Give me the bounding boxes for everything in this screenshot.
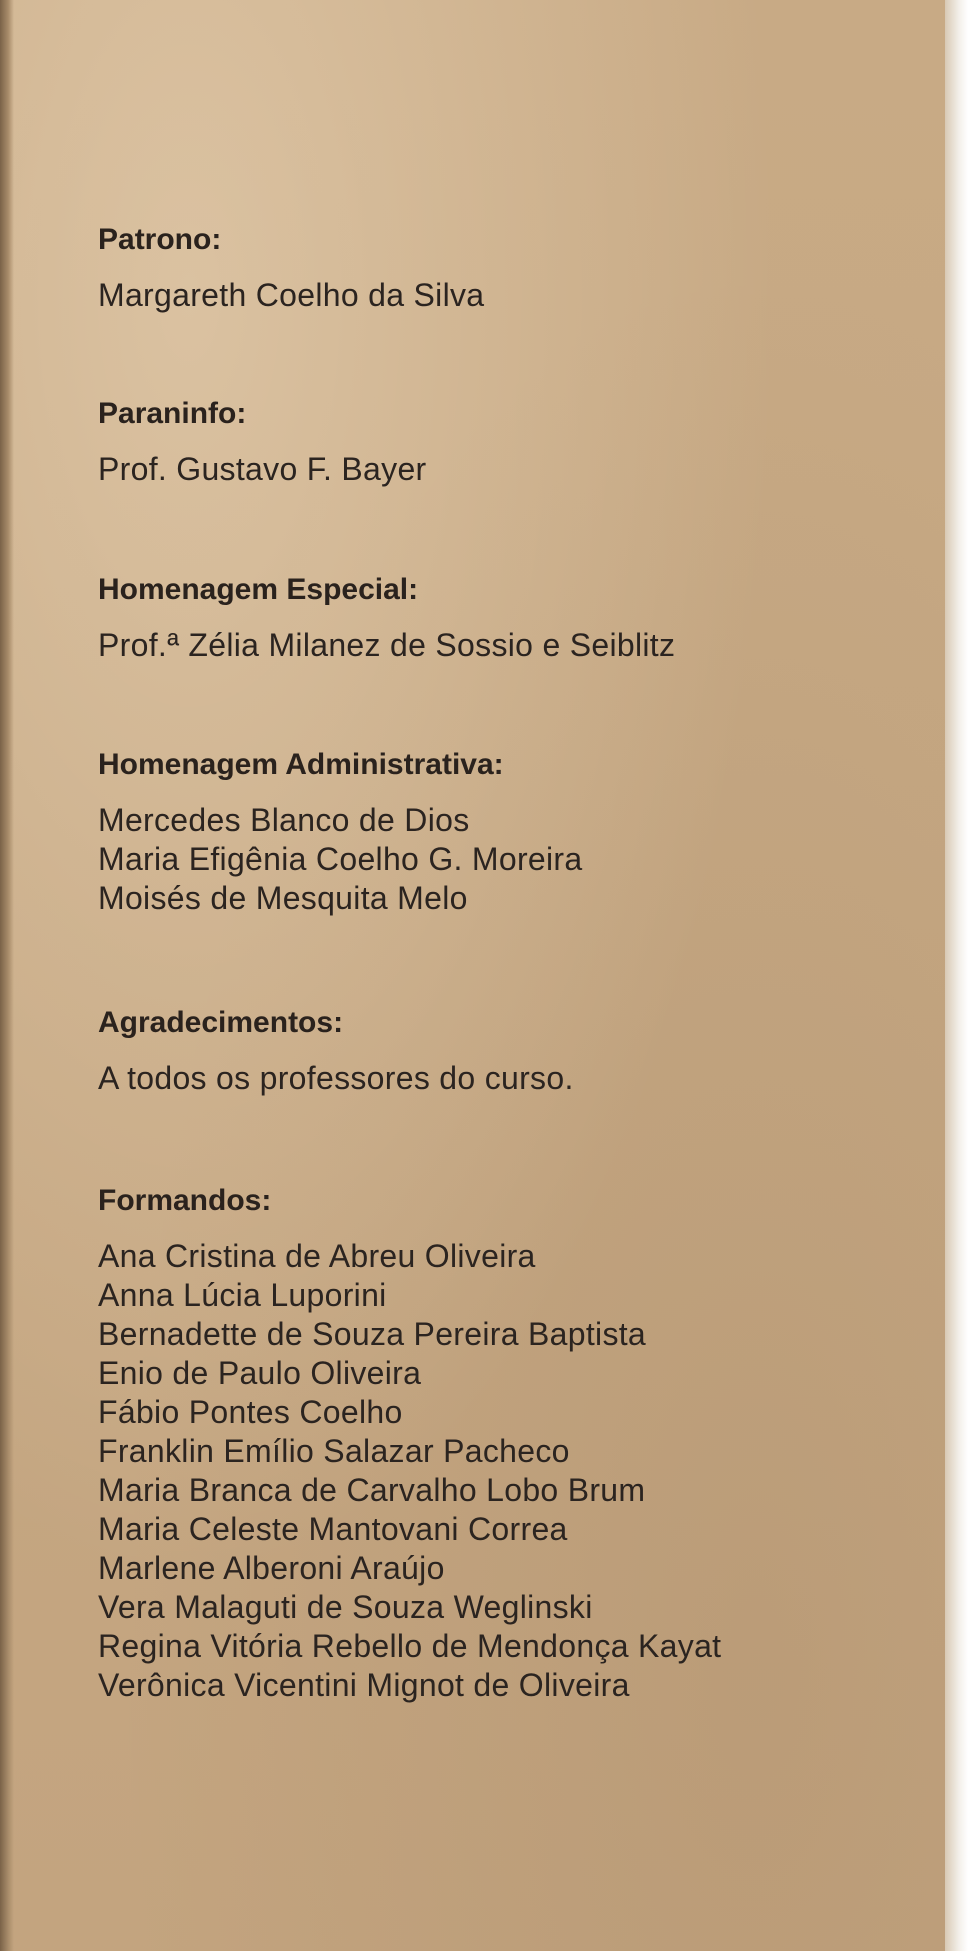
name-line: Mercedes Blanco de Dios: [98, 802, 470, 838]
section-heading: Patrono:: [98, 223, 222, 256]
section-heading: Agradecimentos:: [98, 1006, 344, 1039]
name-line: Maria Efigênia Coelho G. Moreira: [98, 841, 583, 877]
graduate-name: Enio de Paulo Oliveira: [98, 1355, 422, 1391]
section-patrono: [98, 222, 918, 315]
section-homenagem-especial: [98, 572, 918, 665]
graduate-name: Maria Celeste Mantovani Correa: [98, 1511, 568, 1547]
graduate-name: Bernadette de Souza Pereira Baptista: [98, 1316, 647, 1352]
graduate-name: Vera Malaguti de Souza Weglinski: [98, 1589, 593, 1625]
graduate-name: Ana Cristina de Abreu Oliveira: [98, 1238, 536, 1274]
graduate-name: Verônica Vicentini Mignot de Oliveira: [98, 1667, 630, 1703]
section-homenagem-administrativa: [98, 747, 918, 918]
graduate-name: Anna Lúcia Luporini: [98, 1277, 387, 1313]
paper-left-edge: [0, 0, 14, 1951]
name-line: Margareth Coelho da Silva: [98, 277, 485, 313]
name-line: Prof.ª Zélia Milanez de Sossio e Seiblitz: [98, 627, 676, 663]
section-heading: Homenagem Especial:: [98, 573, 419, 606]
name-line: Prof. Gustavo F. Bayer: [98, 451, 427, 487]
graduate-name: Maria Branca de Carvalho Lobo Brum: [98, 1472, 646, 1508]
section-agradecimentos: [98, 1005, 918, 1098]
section-heading: Homenagem Administrativa:: [98, 748, 504, 781]
section-paraninfo: [98, 396, 918, 489]
section-formandos: [98, 1183, 918, 1705]
graduate-name: Regina Vitória Rebello de Mendonça Kayat: [98, 1628, 722, 1664]
name-line: Moisés de Mesquita Melo: [98, 880, 468, 916]
text-line: A todos os professores do curso.: [98, 1060, 574, 1096]
graduate-name: Fábio Pontes Coelho: [98, 1394, 403, 1430]
graduate-name: Franklin Emílio Salazar Pacheco: [98, 1433, 570, 1469]
scan-background: [945, 0, 968, 1951]
section-heading: Formandos:: [98, 1184, 272, 1217]
graduate-name: Marlene Alberoni Araújo: [98, 1550, 445, 1586]
section-heading: Paraninfo:: [98, 397, 247, 430]
